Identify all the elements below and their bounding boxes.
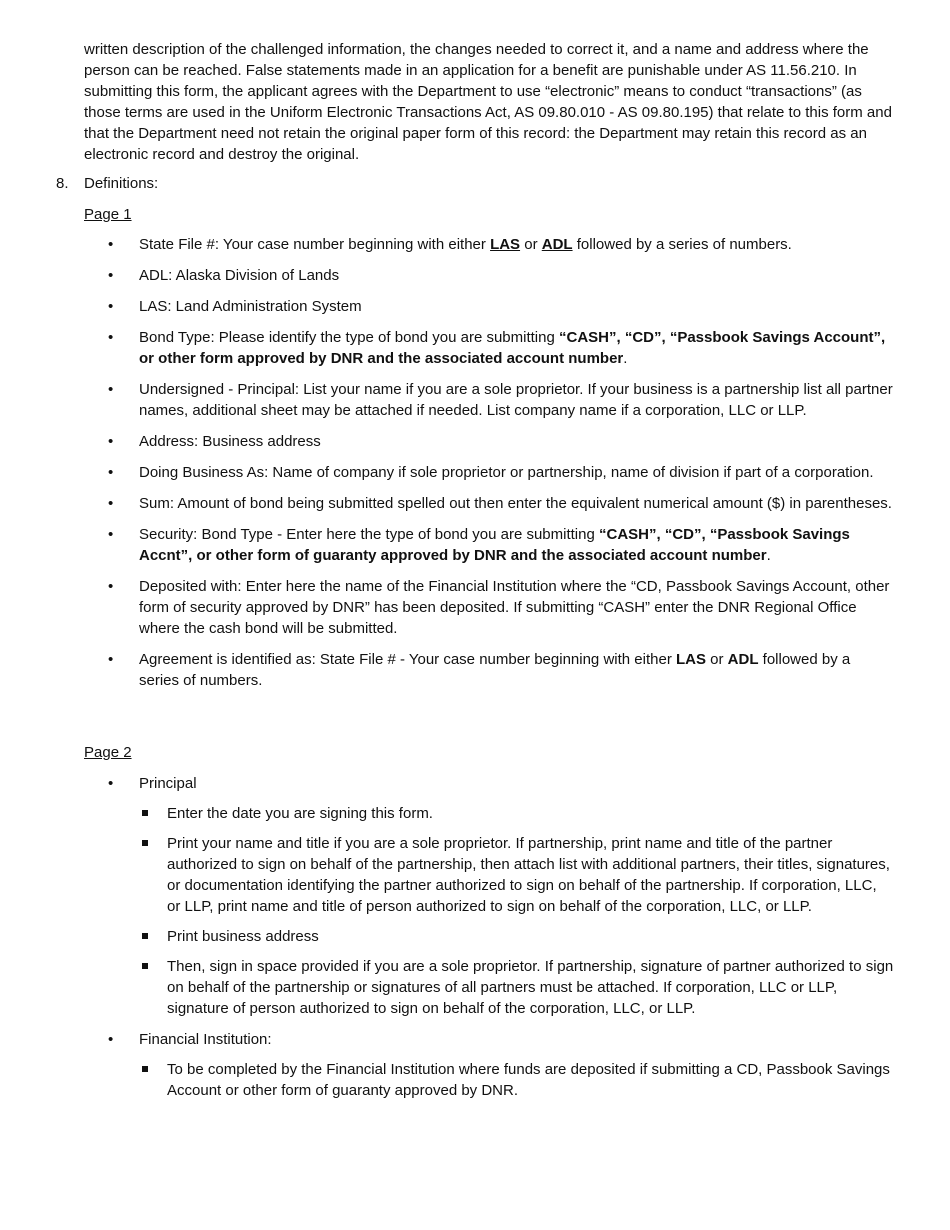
definition-las: • LAS: Land Administration System (108, 298, 362, 315)
definition-address: • Address: Business address (108, 433, 321, 450)
page-2-definitions-list (108, 773, 894, 1111)
definition-state-file: • State File #: Your case number beginning with either LAS or ADL followed by a series of numbers. (108, 236, 792, 253)
definition-security: • Security: Bond Type - Enter here the type of bond you are submitting “CASH”, “CD”, “Passbook Savings Accnt”, or other form of guaranty approved by DNR and the associated account number. (108, 526, 850, 564)
square-bullet-icon (142, 810, 148, 816)
bullet-icon: • (108, 1031, 114, 1048)
definition-adl: • ADL: Alaska Division of Lands (108, 267, 340, 284)
las-term: LAS (675, 651, 706, 668)
square-bullet-icon (142, 963, 148, 969)
bullet-icon: • (108, 433, 114, 450)
definition-principal: • Principal Enter the date you are signing this form. Print your name and title if you are a sole proprietor. If partnership, print name and title of the partner authorized to sign on behalf of the partnership, then attach list with additional partners, their titles, signatures, or documentation identifying the partner authorized to sign on behalf of the partnership. If corporation, LLC, or LLP, print name and title of person authorized to sign on behalf of the corporation, LLC, or LLP. Print business address Then, sign in space provided if you are a sole proprietor. If partnership, signature of partner authorized to sign on behalf of the partnership or signatures of all partners must be attached. If corporation, LLC or LLP, signature of person authorized to sign on behalf of the corporation, LLC, or LLP. (108, 775, 894, 1017)
page-1-definitions-list (108, 234, 894, 701)
principal-step: Print business address (139, 926, 894, 947)
section-title: Definitions: (84, 175, 159, 192)
page-2-heading: Page 2 (84, 744, 132, 761)
bullet-icon: • (108, 329, 114, 346)
definition-financial-institution: • Financial Institution: To be completed by the Financial Institution where funds are deposited if submitting a CD, Passbook Savings Account or other form of guaranty approved by DNR. (108, 1029, 894, 1101)
principal-step: Then, sign in space provided if you are a sole proprietor. If partnership, signature of partner authorized to sign on behalf of the partnership or signatures of all partners must be attached. If corporation, LLC or LLP, signature of person authorized to sign on behalf of the corporation, LLC, or LLP. (139, 956, 894, 1019)
las-term: LAS (490, 236, 521, 253)
adl-term: ADL (727, 651, 759, 668)
bullet-icon: • (108, 267, 114, 284)
bullet-icon: • (108, 495, 114, 512)
bullet-icon: • (108, 775, 114, 792)
square-bullet-icon (142, 840, 148, 846)
principal-step: Enter the date you are signing this form. (139, 803, 894, 824)
definition-deposited-with: • Deposited with: Enter here the name of the Financial Institution where the “CD, Passbook Savings Account, other form of security approved by DNR” has been deposited. If submitting “CASH” enter the DNR Regional Office where the cash bond will be submitted. (108, 578, 890, 637)
definition-agreement: • Agreement is identified as: State File # - Your case number beginning with either LAS or ADL followed by a series of numbers. (108, 651, 851, 689)
section-number: 8. (56, 175, 69, 192)
definition-undersigned: • Undersigned - Principal: List your name if you are a sole proprietor. If your business is a partnership list all partner names, additional sheet may be attached if needed. List company name if a corporation, LLC or LLP. (108, 381, 893, 419)
definition-dba: • Doing Business As: Name of company if sole proprietor or partnership, name of division if part of a corporation. (108, 464, 874, 481)
financial-step: To be completed by the Financial Institution where funds are deposited if submitting a CD, Passbook Savings Account or other form of guaranty approved by DNR. (139, 1059, 894, 1101)
bullet-icon: • (108, 381, 114, 398)
square-bullet-icon (142, 1066, 148, 1072)
square-bullet-icon (142, 933, 148, 939)
principal-sublist (139, 803, 894, 1019)
bullet-icon: • (108, 526, 114, 543)
bullet-icon: • (108, 464, 114, 481)
definition-bond-type: • Bond Type: Please identify the type of bond you are submitting “CASH”, “CD”, “Passbook Savings Account”, or other form approved by DNR and the associated account number. (108, 329, 886, 367)
principal-step: Print your name and title if you are a sole proprietor. If partnership, print name and title of the partner authorized to sign on behalf of the partnership, then attach list with additional partners, their titles, signatures, or documentation identifying the partner authorized to sign on behalf of the partnership. If corporation, LLC, or LLP, print name and title of person authorized to sign on behalf of the corporation, LLC, or LLP. (139, 833, 894, 917)
financial-sublist (139, 1059, 894, 1101)
intro-paragraph: written description of the challenged information, the changes needed to correct it, and a name and address where the person can be reached. False statements made in an application for a benefit are punishable under AS 11.56.210. In submitting this form, the applicant agrees with the Department to use “electronic” means to conduct “transactions” (as those terms are used in the Uniform Electronic Transactions Act, AS 09.80.010 - AS 09.80.195) that relate to this form and that the Department need not retain the original paper form of this record: the Department may retain this record as an electronic record and destroy the original. (84, 41, 892, 163)
adl-term: ADL (541, 236, 573, 253)
bullet-icon: • (108, 236, 114, 253)
bullet-icon: • (108, 578, 114, 595)
page-1-heading: Page 1 (84, 206, 132, 223)
bullet-icon: • (108, 298, 114, 315)
bullet-icon: • (108, 651, 114, 668)
definition-sum: • Sum: Amount of bond being submitted spelled out then enter the equivalent numerical amount ($) in parentheses. (108, 495, 892, 512)
